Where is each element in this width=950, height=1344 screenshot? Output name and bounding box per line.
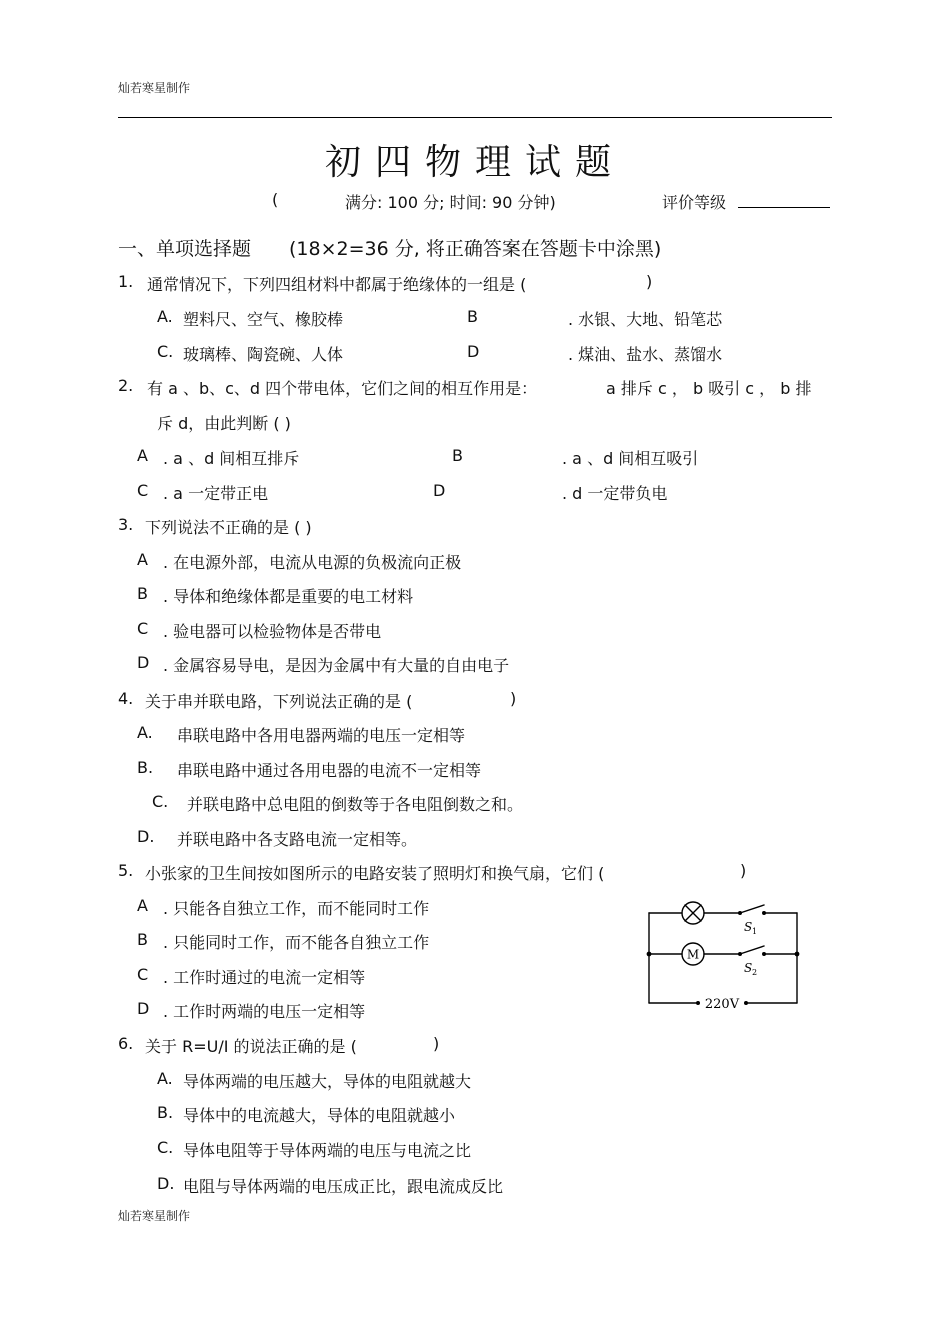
motor-label: M (686, 947, 700, 962)
switch-s2-label: S (744, 961, 753, 975)
q3-option-c-letter: C (137, 619, 149, 638)
q3-option-a: . 在电源外部，电流从电源的负极流向正极 (163, 553, 462, 572)
q1-option-d-letter: D (467, 342, 480, 361)
q6-option-a: 导体两端的电压越大，导体的电阻就越大 (183, 1072, 472, 1091)
q2-option-c-letter: C (137, 481, 149, 500)
circuit-diagram (640, 898, 810, 1010)
q4-close: ) (510, 689, 517, 708)
q4-option-c-letter: C. (152, 792, 169, 811)
switch-s2-icon (740, 946, 764, 954)
q3-stem: 下列说法不正确的是 ( ) (145, 518, 312, 537)
q2-stem-line1b: a 排斥 c ， b 吸引 c ， b 排 (606, 379, 812, 398)
q2-option-d: . d 一定带负电 (562, 484, 668, 503)
section-note: (18×2=36 分, 将正确答案在答题卡中涂黑) (289, 238, 662, 260)
switch-s1-subscript: 1 (752, 927, 758, 936)
q4-option-a-letter: A. (137, 723, 153, 742)
q4-stem: 关于串并联电路，下列说法正确的是 ( (145, 692, 413, 711)
q6-option-b: 导体中的电流越大，导体的电阻就越小 (183, 1106, 456, 1125)
q5-option-c: . 工作时通过的电流一定相等 (163, 968, 366, 987)
grade-blank[interactable] (738, 193, 830, 208)
s2-contact-dot (762, 952, 766, 956)
q4-option-c: 并联电路中总电阻的倒数等于各电阻倒数之和。 (187, 795, 524, 814)
q1-number: 1. (118, 272, 134, 291)
q1-option-c: 玻璃棒、陶瓷碗、人体 (183, 345, 344, 364)
q6-option-c: 导体电阻等于导体两端的电压与电流之比 (183, 1141, 472, 1160)
s2-contact-dot (738, 952, 742, 956)
q2-number: 2. (118, 376, 134, 395)
exam-meta: 满分: 100 分; 时间: 90 分钟) (345, 193, 556, 212)
q2-stem-line1: 有 a 、b、c、d 四个带电体，它们之间的相互作用是： (147, 379, 538, 398)
terminal-dot (696, 1001, 700, 1005)
page-header: 灿若寒星制作 (118, 81, 191, 95)
q5-stem: 小张家的卫生间按如图所示的电路安装了照明灯和换气扇，它们 ( (145, 864, 605, 883)
q5-close: ) (740, 861, 747, 880)
q3-option-b-letter: B (137, 584, 148, 603)
q1-option-b-letter: B (467, 307, 478, 326)
q4-option-d-letter: D. (137, 827, 155, 846)
terminal-dot (744, 1001, 748, 1005)
q6-option-b-letter: B. (157, 1103, 174, 1122)
voltage-label: 220V (704, 997, 740, 1010)
q6-number: 6. (118, 1034, 134, 1053)
q3-option-b: . 导体和绝缘体都是重要的电工材料 (163, 587, 414, 606)
q6-stem: 关于 R=U/I 的说法正确的是 ( (145, 1037, 357, 1056)
q4-option-d: 并联电路中各支路电流一定相等。 (177, 830, 418, 849)
q5-option-b: . 只能同时工作，而不能各自独立工作 (163, 933, 430, 952)
s1-contact-dot (738, 911, 742, 915)
q5-option-c-letter: C (137, 965, 149, 984)
switch-s2-subscript: 2 (752, 968, 758, 977)
q3-number: 3. (118, 515, 134, 534)
q5-number: 5. (118, 861, 134, 880)
q3-option-c: . 验电器可以检验物体是否带电 (163, 622, 382, 641)
grade-label: 评价等级 (662, 193, 727, 212)
q6-option-c-letter: C. (157, 1138, 174, 1157)
q3-option-a-letter: A (137, 550, 148, 569)
q5-option-d-letter: D (137, 999, 150, 1018)
q1-option-a-letter: A. (157, 307, 173, 326)
q2-option-a: . a 、d 间相互排斥 (163, 449, 300, 468)
switch-s1-label: S (744, 920, 753, 934)
q2-option-d-letter: D (433, 481, 446, 500)
q1-option-a: 塑料尺、空气、橡胶棒 (183, 310, 344, 329)
junction-dot (795, 952, 800, 957)
q2-option-a-letter: A (137, 446, 148, 465)
q2-stem-line2: 斥 d，由此判断 ( ) (157, 414, 291, 433)
section-label: 一、单项选择题 (118, 238, 252, 260)
meta-open: ( (272, 190, 279, 209)
switch-s1-icon (740, 905, 764, 913)
q1-option-d: . 煤油、盐水、蒸馏水 (568, 345, 723, 364)
q4-option-b: 串联电路中通过各用电器的电流不一定相等 (177, 761, 482, 780)
q5-option-a-letter: A (137, 896, 148, 915)
q1-option-c-letter: C. (157, 342, 174, 361)
header-rule (118, 117, 832, 118)
q4-number: 4. (118, 689, 134, 708)
q5-option-b-letter: B (137, 930, 148, 949)
q3-option-d-letter: D (137, 653, 150, 672)
q4-option-a: 串联电路中各用电器两端的电压一定相等 (177, 726, 466, 745)
q6-option-d: 电阻与导体两端的电压成正比，跟电流成反比 (183, 1177, 504, 1196)
q6-option-a-letter: A. (157, 1069, 173, 1088)
q2-option-c: . a 一定带正电 (163, 484, 269, 503)
q5-option-a: . 只能各自独立工作，而不能同时工作 (163, 899, 430, 918)
q4-option-b-letter: B. (137, 758, 154, 777)
q3-option-d: . 金属容易导电，是因为金属中有大量的自由电子 (163, 656, 510, 675)
page-footer: 灿若寒星制作 (118, 1209, 191, 1223)
q6-option-d-letter: D. (157, 1174, 175, 1193)
q5-option-d: . 工作时两端的电压一定相等 (163, 1002, 366, 1021)
q1-close: ) (646, 272, 653, 291)
s1-contact-dot (762, 911, 766, 915)
q1-stem: 通常情况下，下列四组材料中都属于绝缘体的一组是 ( (147, 275, 527, 294)
q2-option-b: . a 、d 间相互吸引 (562, 449, 699, 468)
q2-option-b-letter: B (452, 446, 463, 465)
q6-close: ) (433, 1034, 440, 1053)
q1-option-b: . 水银、大地、铅笔芯 (568, 310, 723, 329)
exam-title: 初四物理试题 (324, 142, 625, 183)
junction-dot (647, 952, 652, 957)
